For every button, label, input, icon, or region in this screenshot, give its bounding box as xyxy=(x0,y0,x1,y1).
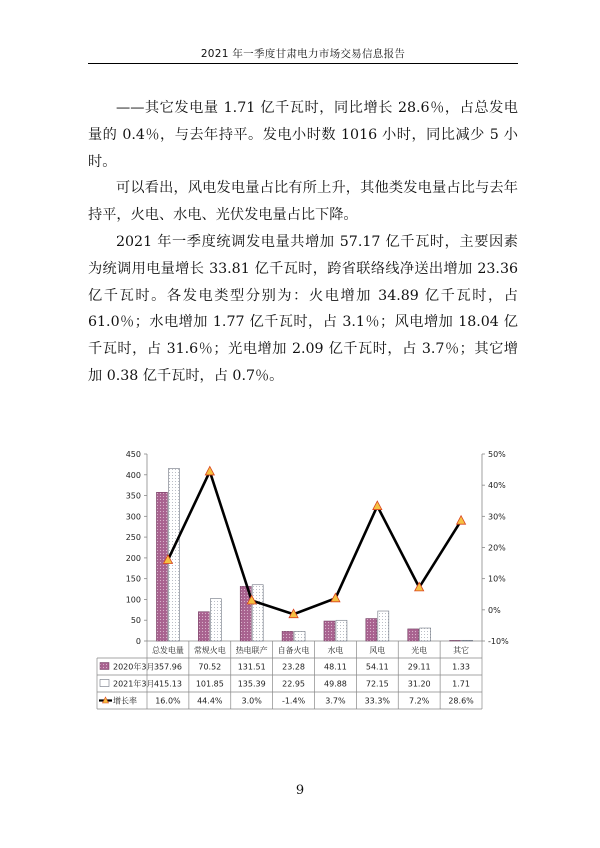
page-header: 2021 年一季度甘肃电力市场交易信息报告 xyxy=(200,48,406,60)
category-label: 常规火电 xyxy=(193,646,226,655)
table-value: 101.85 xyxy=(195,679,224,689)
category-label: 其它 xyxy=(453,646,470,655)
left-tick-label: 150 xyxy=(125,574,141,584)
bar-2020 xyxy=(408,629,419,641)
table-value: 44.4% xyxy=(197,696,223,706)
legend-label: 增长率 xyxy=(113,696,137,706)
growth-marker xyxy=(373,501,382,510)
right-tick-label: 0% xyxy=(488,605,501,615)
legend-key-2021 xyxy=(100,680,109,687)
table-value: 28.6% xyxy=(448,696,474,706)
bar-2021 xyxy=(462,640,473,641)
right-tick-label: 40% xyxy=(488,481,506,491)
right-tick-label: 30% xyxy=(488,512,506,522)
left-tick-label: 350 xyxy=(125,491,141,501)
bar-2021 xyxy=(336,620,347,641)
category-label: 热电联产 xyxy=(235,646,268,655)
table-value: 357.96 xyxy=(153,662,182,672)
page-number: 9 xyxy=(295,783,305,798)
table-value: 1.33 xyxy=(452,662,470,672)
left-tick-label: 250 xyxy=(125,533,141,543)
table-value: 22.95 xyxy=(282,679,306,689)
table-value: 48.11 xyxy=(323,662,347,672)
category-label: 光电 xyxy=(411,646,428,655)
bar-2021 xyxy=(420,628,431,641)
bar-2021 xyxy=(378,611,389,641)
table-value: 7.2% xyxy=(409,696,430,706)
table-value: 3.7% xyxy=(325,696,346,706)
legend-label: 2020年3月 xyxy=(113,662,155,672)
growth-line xyxy=(168,471,461,614)
paragraph-other-generation: ——其它发电量 1.71 亿千瓦时，同比增长 28.6％，占总发电量的 0.4％，与去年持平。发电小时数 1016 小时，同比减少 5 小时。 xyxy=(88,100,518,170)
table-value: -1.4% xyxy=(281,696,306,706)
legend-label: 2021年3月 xyxy=(113,679,155,689)
table-value: 49.88 xyxy=(323,679,347,689)
table-value: 135.39 xyxy=(237,679,266,689)
table-value: 415.13 xyxy=(153,679,182,689)
right-tick-label: 10% xyxy=(488,574,506,584)
left-tick-label: 50 xyxy=(130,616,141,626)
table-value: 72.15 xyxy=(365,679,389,689)
bar-2020 xyxy=(198,612,209,641)
paragraph-share-summary: 可以看出，风电发电量占比有所上升，其他类发电量占比与去年持平，火电、水电、光伏发电量占比下降。 xyxy=(88,180,518,224)
bar-2021 xyxy=(294,631,305,641)
bar-2020 xyxy=(156,492,167,641)
left-tick-label: 0 xyxy=(135,637,141,646)
table-value: 54.11 xyxy=(365,662,389,672)
right-tick-label: 50% xyxy=(488,450,506,459)
table-value: 23.28 xyxy=(282,662,306,672)
category-label: 总发电量 xyxy=(151,646,184,655)
left-tick-label: 200 xyxy=(125,553,141,563)
bar-2020 xyxy=(324,621,335,641)
table-value: 29.11 xyxy=(407,662,431,672)
table-value: 70.52 xyxy=(198,662,222,672)
category-label: 风电 xyxy=(369,646,386,655)
bar-2021 xyxy=(210,599,221,641)
growth-marker xyxy=(205,466,214,475)
left-tick-label: 450 xyxy=(125,450,141,459)
left-tick-label: 400 xyxy=(125,470,141,480)
paragraph-increase-breakdown: 2021 年一季度统调发电量共增加 57.17 亿千瓦时，主要因素为统调用电量增长 33.81 亿千瓦时，跨省联络线净送出增加 23.36 亿千瓦时。各发电类型分别为：火电增加 34.89 亿千瓦时，占 61.0％；水电增加 1.77 亿千瓦时，占 3.1％；风电增加 18.04 亿千瓦时，占 31.6％；光电增加 2.09 亿千瓦时，占 3.7％；其它增加 0.38 亿千瓦时，占 0.7％。 xyxy=(88,233,518,384)
bar-2020 xyxy=(450,640,461,641)
table-value: 31.20 xyxy=(407,679,431,689)
table-value: 33.3% xyxy=(364,696,391,706)
bar-2021 xyxy=(252,585,263,641)
bar-2020 xyxy=(366,619,377,641)
table-value: 131.51 xyxy=(237,662,266,672)
table-value: 1.71 xyxy=(452,679,470,689)
table-value: 16.0% xyxy=(155,696,181,706)
right-tick-label: 20% xyxy=(488,543,506,553)
left-tick-label: 100 xyxy=(125,595,141,605)
growth-marker xyxy=(331,593,340,602)
right-tick-label: -10% xyxy=(488,637,509,646)
growth-marker xyxy=(457,516,466,525)
legend-key-2020 xyxy=(100,663,109,670)
category-label: 自备火电 xyxy=(277,646,310,655)
left-tick-label: 300 xyxy=(125,512,141,522)
category-label: 水电 xyxy=(327,646,344,655)
bar-2020 xyxy=(282,631,293,641)
table-value: 3.0% xyxy=(241,696,262,706)
